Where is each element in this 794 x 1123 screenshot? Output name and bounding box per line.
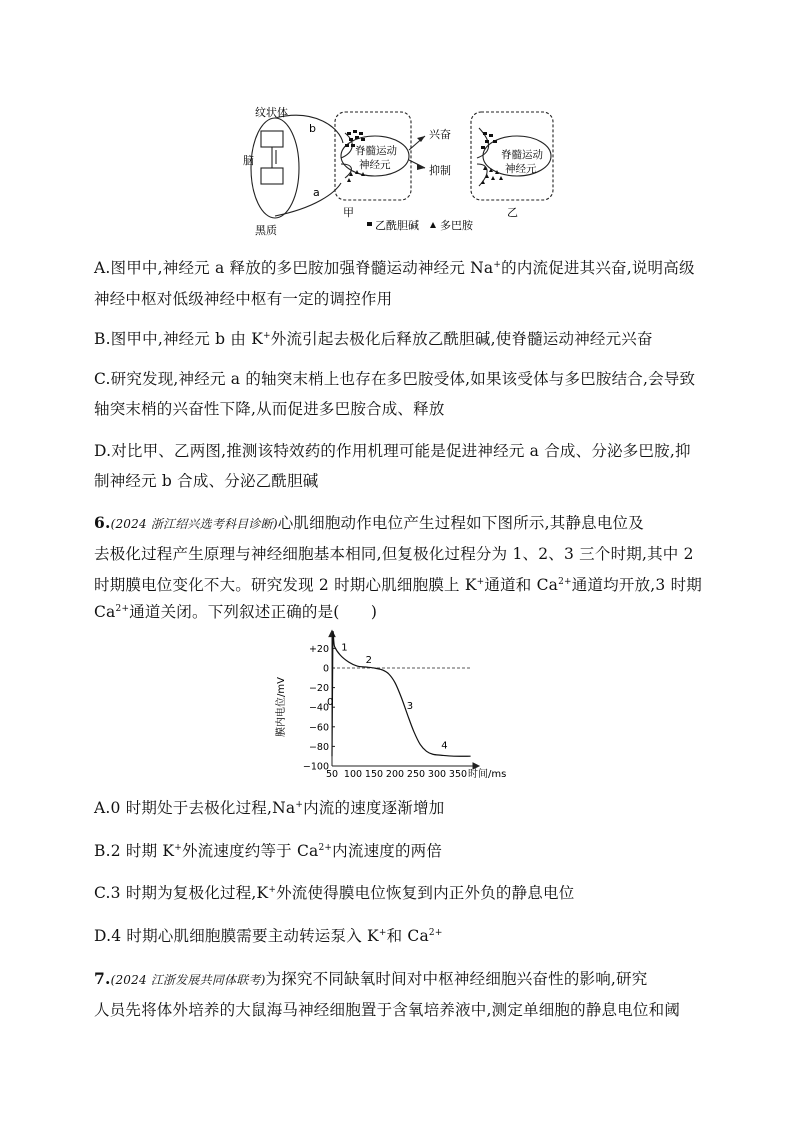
label-motor-neuron-jia: 脊髓运动 (355, 145, 397, 157)
dopamine-marks-yi (481, 166, 503, 184)
x-tick-label: 300 (427, 769, 447, 780)
legend-dopamine: 多巴胺 (440, 219, 473, 232)
label-motor-neuron-yi-2: 神经元 (505, 163, 537, 175)
q6-option-d: D.4 时期心肌细胞膜需要主动转运泵入 K+和 $Ca^{2+}$ (94, 927, 443, 945)
q7-source: (2024 江浙发展共同体联考) (110, 973, 266, 987)
phase-label-4: 4 (441, 740, 448, 752)
striatum-box (261, 131, 283, 147)
q6-stem-line3: 时期膜电位变化不大。研究发现 2 时期心肌细胞膜上 K+通道和 $Ca^{2+}$通道均开放,3 时期 (94, 576, 702, 594)
x-tick-label: 250 (406, 769, 426, 780)
y-tick-label: −20 (308, 683, 329, 695)
x-tick-label: 350 (448, 769, 468, 780)
q6-stem-line1: 6.(2024 浙江绍兴选考科目诊断)心肌细胞动作电位产生过程如下图所示,其静息电位及 (94, 513, 644, 532)
x-tick-label: 100 (343, 769, 363, 780)
q6-stem-line4: $Ca^{2+}$通道关闭。下列叙述正确的是( ) (94, 603, 378, 621)
neuron-a-path (275, 183, 341, 216)
q5-option-d-line2: 制神经元 b 合成、分泌乙酰胆碱 (94, 472, 319, 490)
y-tick-label: −80 (308, 741, 329, 753)
label-panel-yi: 乙 (507, 206, 518, 219)
phase-label-1: 1 (341, 642, 348, 654)
y-tick-label: −60 (308, 722, 329, 734)
legend-acetylcholine: 乙酰胆碱 (375, 219, 419, 232)
dopamine-marks-jia (347, 170, 365, 182)
q6-stem-line2: 去极化过程产生原理与神经细胞基本相同,但复极化过程分为 1、2、3 三个时期,其中 2 (94, 545, 694, 563)
label-substantia-nigra: 黑质 (255, 224, 277, 237)
nigra-box (261, 168, 283, 184)
phase-label-0: 0 (326, 697, 334, 709)
action-potential-chart (270, 632, 520, 780)
q6-source: (2024 浙江绍兴选考科目诊断) (110, 517, 278, 531)
x-tick-label: 200 (385, 769, 405, 780)
label-motor-neuron-yi: 脊髓运动 (501, 149, 543, 161)
y-tick-label: +20 (308, 643, 329, 655)
q5-option-b: B.图甲中,神经元 b 由 K+外流引起去极化后释放乙酰胆碱,使脊髓运动神经元兴奋 (94, 330, 653, 348)
membrane-potential-curve (332, 632, 471, 757)
label-brain: 脑 (243, 154, 254, 167)
label-excite: 兴奋 (429, 128, 451, 141)
q6-option-b: B.2 时期 K+外流速度约等于 $Ca^{2+}$内流速度的两倍 (94, 842, 443, 860)
q5-option-c-line1: C.研究发现,神经元 a 的轴突末梢上也存在多巴胺受体,如果该受体与多巴胺结合,会导致 (94, 370, 696, 388)
label-neuron-a: a (313, 186, 320, 199)
q5-option-c-line2: 轴突末梢的兴奋性下降,从而促进多巴胺合成、释放 (94, 400, 445, 418)
label-panel-jia: 甲 (343, 206, 354, 219)
label-neuron-b: b (309, 122, 316, 135)
q5-option-a-line1: A.图甲中,神经元 a 释放的多巴胺加强脊髓运动神经元 Na+的内流促进其兴奋,说明高级 (94, 259, 695, 277)
y-tick-label: −40 (308, 702, 329, 714)
label-striatum: 纹状体 (255, 106, 288, 119)
y-tick-label: 0 (322, 663, 329, 675)
phase-label-2: 2 (365, 655, 372, 667)
y-tick-label: −100 (302, 761, 329, 773)
y-axis-arrow (329, 631, 335, 637)
label-inhibit: 抑制 (429, 164, 451, 177)
q7-stem-line2: 人员先将体外培养的大鼠海马神经细胞置于含氧培养液中,测定单细胞的静息电位和阈 (94, 1001, 681, 1019)
q6-option-a: A.0 时期处于去极化过程,Na+内流的速度逐渐增加 (94, 799, 445, 817)
q5-option-d-line1: D.对比甲、乙两图,推测该特效药的作用机理可能是促进神经元 a 合成、分泌多巴胺,抑 (94, 442, 691, 460)
label-motor-neuron-jia-2: 神经元 (359, 159, 391, 171)
chart-xlabel: 时间/ms (468, 769, 507, 780)
neural-pathway-diagram (245, 98, 565, 238)
phase-label-3: 3 (406, 701, 414, 713)
q6-option-c: C.3 时期为复极化过程,K+外流使得膜电位恢复到内正外负的静息电位 (94, 884, 575, 902)
q7-stem-line1: 7.(2024 江浙发展共同体联考)为探究不同缺氧时间对中枢神经细胞兴奋性的影响,研究 (94, 969, 648, 988)
x-tick-label: 50 (325, 769, 339, 780)
chart-ylabel: 膜内电位/mV (276, 677, 287, 737)
q5-option-a-line2: 神经中枢对低级神经中枢有一定的调控作用 (94, 290, 393, 308)
x-tick-label: 150 (364, 769, 384, 780)
